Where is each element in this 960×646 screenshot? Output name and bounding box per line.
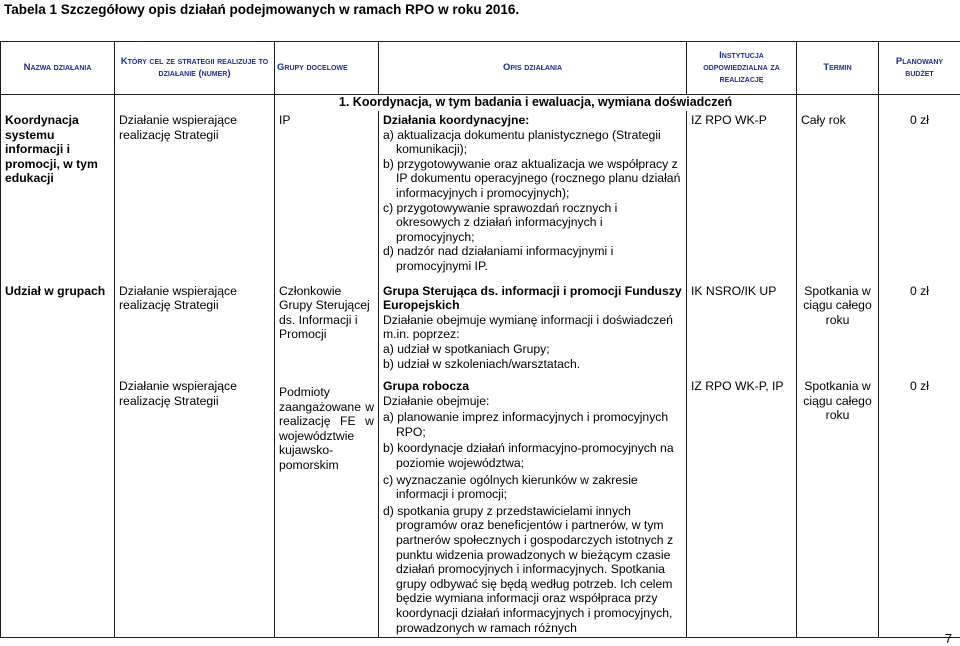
row1-goal: Działanie wspierające realizację Strategii (115, 111, 275, 282)
row3-desc-b: b) koordynacje działań informacyjno-promocyjnych na poziomie województwa; (383, 441, 674, 471)
section-title: 1. Koordynacja, w tym badania i ewaluacja, wymiana doświadczeń (275, 95, 797, 112)
header-term: Termin (797, 42, 879, 95)
table-row (1, 111, 960, 282)
table-caption: Tabela 1 Szczegółowy opis działań podejmowanych w ramach RPO w roku 2016. (4, 2, 520, 17)
row3-group: Podmioty zaangażowane w realizację FE w województwie kujawsko-pomorskim (275, 377, 379, 638)
row3-desc-c: c) wyznaczanie ogólnych kierunków w zakresie informacji i promocji; (383, 472, 638, 502)
row1-desc-b: b) przygotowywanie oraz aktualizacja we współpracy z IP dokumentu operacyjnego (rocznego planu działań informacyjnych i promocyjnych); (383, 156, 681, 200)
row1-desc (379, 111, 687, 282)
row3-desc (379, 377, 687, 638)
header-budget: Planowany budżet (879, 42, 960, 95)
table-row (1, 377, 960, 638)
row2-desc-b: b) udział w szkoleniach/warsztatach. (383, 356, 581, 371)
row3-name (1, 377, 115, 638)
row1-name: Koordynacja systemu informacji i promocji, w tym edukacji (1, 111, 115, 282)
row3-desc-intro: Działanie obejmuje: (383, 393, 490, 408)
row1-desc-d: d) nadzór nad działaniami informacyjnymi i promocyjnymi IP. (383, 244, 614, 273)
section-row (1, 95, 960, 112)
row2-desc-title: Grupa Sterująca ds. informacji i promocji Funduszy Europejskich (383, 283, 682, 313)
row2-budget: 0 zł (879, 282, 960, 378)
header-desc: Opis działania (379, 42, 687, 95)
row3-desc-a: a) planowanie imprez informacyjnych i promocyjnych RPO; (383, 410, 669, 439)
header-inst: Instytucja odpowiedzialna za realizację (687, 42, 797, 95)
row2-desc-a: a) udział w spotkaniach Grupy; (383, 341, 550, 356)
header-row (1, 42, 960, 95)
row1-desc-title: Działania koordynacyjne: (383, 113, 530, 127)
header-name: Nazwa działania (1, 42, 115, 95)
row1-budget: 0 zł (879, 111, 960, 282)
header-groups: Grupy docelowe (275, 42, 379, 95)
row2-group: Członkowie Grupy Sterującej ds. Informacji i Promocji (275, 282, 379, 378)
row2-term: Spotkania w ciągu całego roku (797, 282, 879, 378)
header-goal: Który cel ze strategii realizuje to działanie (numer) (115, 42, 275, 95)
row2-desc (379, 282, 687, 378)
row2-desc-intro: Działanie obejmuje wymianę informacji i doświadczeń m.in. poprzez: (383, 312, 673, 342)
row3-goal: Działanie wspierające realizację Strategii (115, 377, 275, 638)
row3-budget: 0 zł (879, 377, 960, 638)
row1-desc-a: a) aktualizacja dokumentu planistycznego (Strategii komunikacji); (383, 127, 661, 157)
row3-desc-d: d) spotkania grupy z przedstawicielami innych programów oraz beneficjentów i partnerów, w tym partnerów społecznych i gospodarczych istotnych z punktu widzenia prowadzonych w bieżącym czasie działań promocyjnych i informacyjnych. Spotkania grupy odbywać się będą według potrzeb. Ich celem będzie wymiana informacji oraz współpraca przy koordynacji działań informacyjnych i promocyjnych, prowadzonych w ramach różnych (383, 503, 674, 635)
row2-name: Udział w grupach (1, 282, 115, 378)
row3-inst: IZ RPO WK-P, IP (687, 377, 797, 638)
row3-term: Spotkania w ciągu całego roku (797, 377, 879, 638)
row2-inst: IK NSRO/IK UP (687, 282, 797, 378)
row3-desc-title: Grupa robocza (383, 379, 470, 394)
row1-group: IP (275, 111, 379, 282)
actions-table (0, 41, 960, 638)
row1-inst: IZ RPO WK-P (687, 111, 797, 282)
row1-term: Cały rok (797, 111, 879, 282)
row1-desc-c: c) przygotowywanie sprawozdań rocznych i okresowych z działań informacyjnych i promocyjnych; (383, 200, 618, 244)
page-number: 7 (944, 631, 952, 646)
table-row (1, 282, 960, 378)
row2-goal: Działanie wspierające realizację Strategii (115, 282, 275, 378)
